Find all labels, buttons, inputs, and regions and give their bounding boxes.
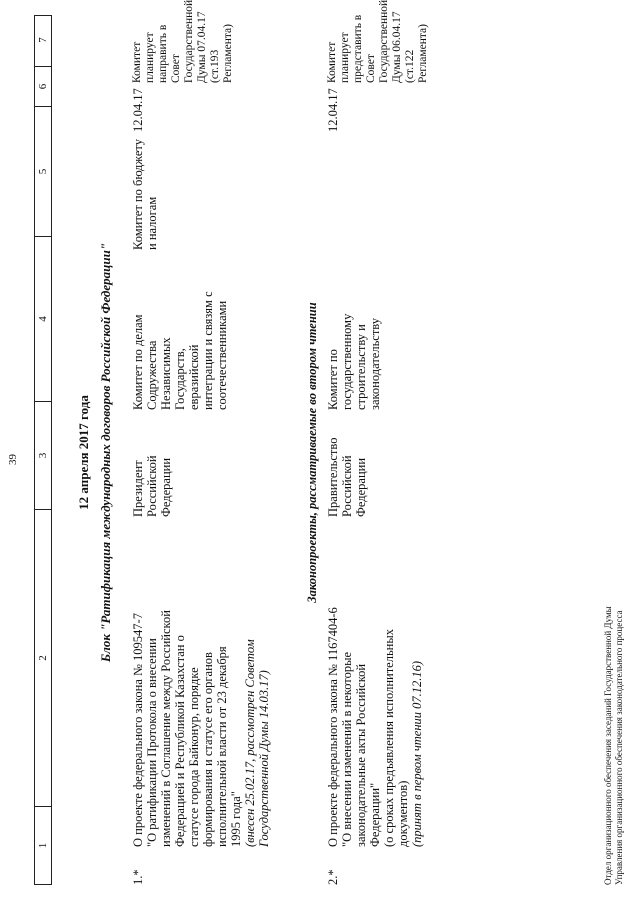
bill-title-line: законодательные акты Российской <box>354 663 368 847</box>
bill-title-line: "О ратификации Протокола о внесении <box>145 638 159 847</box>
consideration-date: 12.04.17 <box>326 88 340 132</box>
footer-line: Управления организационного обеспечения законодательного процесса <box>614 610 624 885</box>
committee-line: строительству и <box>354 324 368 410</box>
footer <box>603 606 625 885</box>
column-header-5: 5 <box>35 106 51 236</box>
bill-title-line: Федерации" <box>368 782 382 847</box>
note-line: Государственной <box>378 0 390 83</box>
column-header-2: 2 <box>35 509 51 806</box>
responsible-committee <box>326 260 382 410</box>
note-line: Думы 07.04.17 <box>196 11 208 83</box>
note-line: Комитет планирует <box>131 32 156 83</box>
committee-line: интеграции и связям с <box>201 291 215 410</box>
initiator-line: Федерации <box>354 457 368 517</box>
responsible-committee <box>131 260 229 410</box>
row-number: 2.* <box>326 869 340 885</box>
table-header-row <box>34 15 52 885</box>
note-line: Думы 06.04.17 <box>391 11 403 83</box>
co-executor-line: и налогам <box>145 196 159 250</box>
bill-title-line: исполнительной власти от 23 декабря <box>215 646 229 847</box>
note-line: (ст.193 Регламента) <box>209 24 234 83</box>
bill-note-line: (внесен 25.02.17, рассмотрен Советом <box>243 639 257 847</box>
bill-title-line: "О внесении изменений в некоторые <box>340 651 354 847</box>
committee-line: Государств, <box>173 348 187 410</box>
initiator-line: Российской <box>145 455 159 517</box>
committee-line: Комитет по делам <box>131 314 145 410</box>
co-executor-committee <box>131 125 159 250</box>
bill-title <box>326 547 424 847</box>
bill-title-line: документов) <box>396 780 410 847</box>
column-header-7: 7 <box>37 37 49 43</box>
committee-line: Независимых <box>159 337 173 410</box>
bill-title-line: Федерацией и Республикой Казахстан о <box>173 635 187 847</box>
note-line: Государственной <box>183 0 195 83</box>
bill-title-line: изменений в Соглашение между Российской <box>159 610 173 847</box>
bill-title <box>131 547 271 847</box>
bill-title-line: (о сроках предъявления исполнительных <box>382 629 396 847</box>
committee-line: государственному <box>340 313 354 410</box>
bill-title-line: О проекте федерального закона № 1167404-6 <box>326 607 340 847</box>
note-line: (ст.122 Регламента) <box>404 24 429 83</box>
bill-title-line: О проекте федерального закона № 109547-7 <box>131 613 145 847</box>
committee-line: Комитет по <box>326 349 340 410</box>
bill-title-line: формирования и статусе его органов <box>201 652 215 847</box>
initiator-line: Федерации <box>159 457 173 517</box>
bill-note-line: Государственной Думы 14.03.17) <box>257 670 271 847</box>
block-heading: Блок "Ратификация международных договоров Российской Федерации" <box>98 242 113 663</box>
row-number: 1.* <box>131 869 145 885</box>
bill-title-line: 1995 года" <box>229 791 243 847</box>
note-line: представить в Совет <box>352 14 377 83</box>
bill-note-line: (принят в первом чтении 07.12.16) <box>410 660 424 847</box>
initiator <box>131 422 173 517</box>
column-header-4: 4 <box>35 236 51 401</box>
note-line: направить в Совет <box>157 24 182 83</box>
co-executor-line: Комитет по бюджету <box>131 139 145 250</box>
initiator-line: Президент <box>131 460 145 517</box>
column-header-6: 6 <box>35 66 51 106</box>
footer-line: Отдел организационного обеспечения заседаний Государственной Думы <box>603 606 613 885</box>
page-number: 39 <box>7 454 19 465</box>
committee-line: соотечественниками <box>215 300 229 410</box>
initiator-line: Правительство <box>326 437 340 517</box>
initiator-line: Российской <box>340 455 354 517</box>
committee-line: законодательству <box>368 317 382 410</box>
consideration-date: 12.04.17 <box>131 88 145 132</box>
row-note <box>131 0 235 83</box>
row-note <box>326 0 430 83</box>
column-header-1: 1 <box>35 806 51 884</box>
note-line: Комитет планирует <box>326 32 351 83</box>
bill-title-line: статусе города Байконур, порядке <box>187 667 201 847</box>
column-header-3: 3 <box>35 401 51 509</box>
committee-line: Содружества <box>145 340 159 410</box>
initiator <box>326 422 368 517</box>
committee-line: евразийской <box>187 344 201 410</box>
date-heading: 12 апреля 2017 года <box>76 395 91 510</box>
section-heading: Законопроекты, рассматриваемые во втором чтении <box>305 302 319 603</box>
